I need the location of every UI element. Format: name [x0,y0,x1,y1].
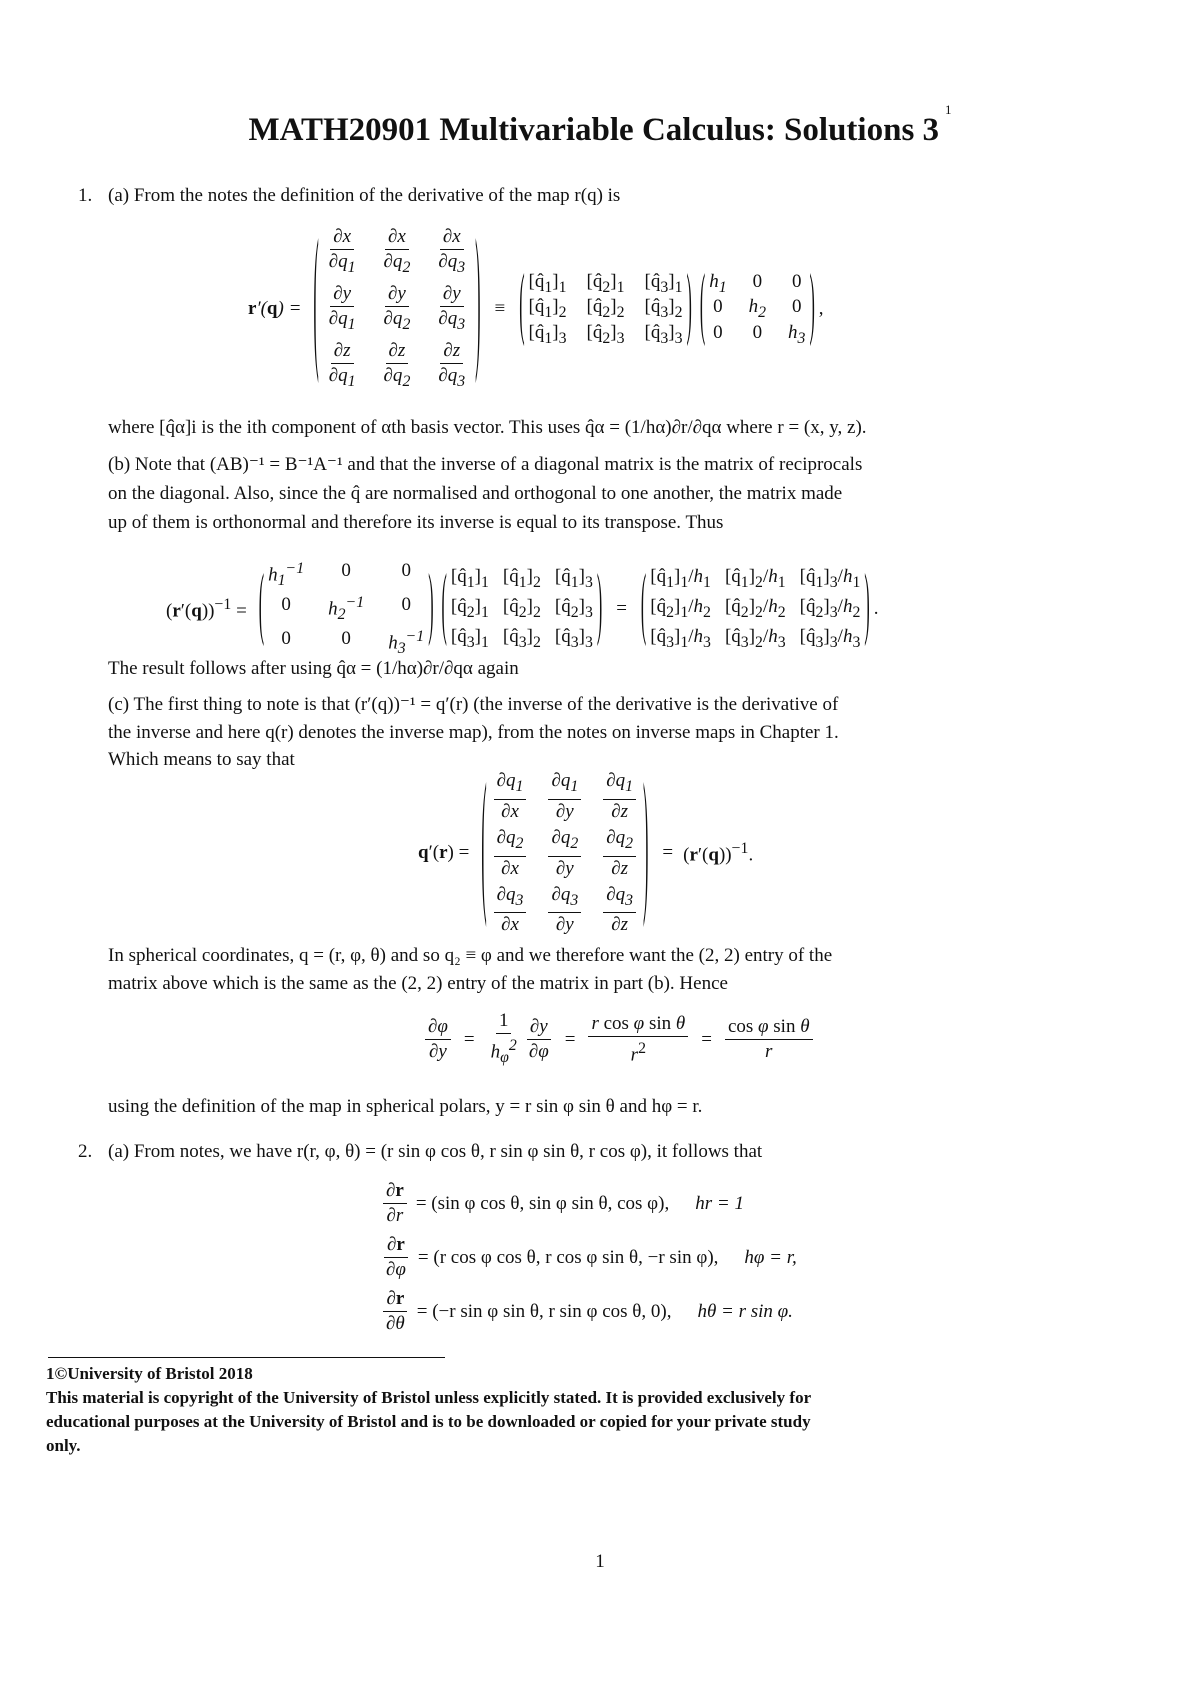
equation-dr-dtheta: $\frac{\partial r}{\partial\theta}$ = (−r sin φ sin θ, r sin φ cos θ, 0), hθ = r sin φ. [380,1288,793,1335]
eq-dr-dtheta-rhs: = (−r sin φ sin θ, r sin φ cos θ, 0), [416,1300,672,1322]
footnote-line-3: educational purposes at the University of Bristol and is to be downloaded or copied for your private study [46,1412,811,1431]
q1-number: 1. [78,185,93,206]
equation-inverse: $(r'(q))^{-1}$ = ( $h_1^{-1}$ 0 0 0 $h_2^{-1}$ 0 0 0 $h_3^{-1}$ ) ( $[q̂_1]_1$ $[q̂_1]_2$ $[q̂_1]_3$ $[q̂_2]_1$ $[q̂_2]_2$ $[q̂_2]_3$ $[q̂_3]_1$ $[q̂_3]_2$ $[q̂_3]_3$ ) = ( $[q̂_1]_1/h_1$ $[q̂_1]_2/h_1$ $[q̂_1]_3/h_1$ $[q̂_2]_1/h_2$ $[q̂_2]_2/h_2$ $[q̂_2]_3/h_2$ $[q̂_3]_1/h_3$ $[q̂_3]_2/h_3$ $[q̂_3]_3/h_3$ ) . [166,560,879,658]
equation-dr-dr: $\frac{\partial r}{\partial r}$ = (sin φ cos θ, sin φ sin θ, cos φ), hr = 1 [380,1180,744,1227]
footnote-line-1: 1©University of Bristol 2018 [46,1364,253,1383]
page-title [0,102,1200,149]
q1-b-text-3: up of them is orthonormal and therefore its inverse is equal to its transpose. Thus [108,512,724,533]
q2-number: 2. [78,1141,93,1162]
equation-jacobian-r: r′(q) = ( $\frac{\partial x}{\partial q_1}$ $\frac{\partial x}{\partial q_2}$ $\frac{\partial x}{\partial q_3}$ $\frac{\partial y}{\partial q_1}$ $\frac{\partial y}{\partial q_2}$ $\frac{\partial y}{\partial q_3}$ $\frac{\partial z}{\partial q_1}$ $\frac{\partial z}{\partial q_2}$ $\frac{\partial z}{\partial q_3}$ ) ≡ ( $[q̂_1]_1$ $[q̂_2]_1$ $[q̂_3]_1$ $[q̂_1]_2$ $[q̂_2]_2$ $[q̂_3]_2$ $[q̂_1]_3$ $[q̂_2]_3$ $[q̂_3]_3$ ) ( $h_1$ 0 0 0 $h_2$ 0 0 0 $h_3$ ) , [248,219,824,390]
title-footnote-mark: 1 [945,102,952,117]
h-theta-value: hθ = r sin φ. [697,1300,793,1322]
footnote-line-4: only. [46,1436,81,1455]
q2-a-text: (a) From notes, we have r(r, φ, θ) = (r sin φ cos θ, r sin φ sin θ, r cos φ), it follows that [108,1141,763,1162]
page-number: 1 [595,1551,605,1572]
title-text: MATH20901 Multivariable Calculus: Solutions 3 [248,112,940,148]
h-phi-value: hφ = r, [744,1246,797,1268]
q1-c-text-1: (c) The first thing to note is that (r′(q))⁻¹ = q′(r) (the inverse of the derivative is the derivative of [108,694,839,715]
q1-c-text-2: the inverse and here q(r) denotes the inverse map), from the notes on inverse maps in Chapter 1. [108,722,839,743]
equation-jacobian-q: q′(r) = ( $\frac{\partial q_1}{\partial x}$ $\frac{\partial q_1}{\partial y}$ $\frac{\partial q_1}{\partial z}$ $\frac{\partial q_2}{\partial x}$ $\frac{\partial q_2}{\partial y}$ $\frac{\partial q_2}{\partial z}$ $\frac{\partial q_3}{\partial x}$ $\frac{\partial q_3}{\partial y}$ $\frac{\partial q_3}{\partial z}$ ) = $(r'(q))^{-1}$. [418,763,754,936]
eq-dr-dphi-rhs: = (r cos φ cos θ, r cos φ sin θ, −r sin φ), [417,1246,719,1268]
q1-c-text-3: Which means to say that [108,749,295,770]
q1-b-text-1: (b) Note that (AB)⁻¹ = B⁻¹A⁻¹ and that the inverse of a diagonal matrix is the matrix of reciprocals [108,454,863,475]
equation-dr-dphi: $\frac{\partial r}{\partial\varphi}$ = (r cos φ cos θ, r cos φ sin θ, −r sin φ), hφ = r, [386,1234,797,1280]
q1-a-text: (a) From the notes the definition of the derivative of the map r(q) is [108,185,621,206]
equation-dphi-dy: $\frac{\partial\varphi}{\partial y}$ = $\frac{1}{h_\varphi^2}$ $\frac{\partial y}{\partial\varphi}$ = $\frac{\text{r cos φ sin θ}}{r^2}$ = $\frac{\text{cos φ sin θ}}{r}$ [422,1010,816,1069]
q2-a-intro [78,1137,1114,1167]
q1-using-text: using the definition of the map in spherical polars, y = r sin φ sin θ and hφ = r. [108,1096,703,1117]
footnote-line-2: This material is copyright of the University of Bristol unless explicitly stated. It is provided exclusively for [46,1388,812,1407]
q1-result-text: The result follows after using q̂α = (1/hα)∂r/∂qα again [108,658,519,679]
q1-spherical-text-1: In spherical coordinates, q = (r, φ, θ) and so q₂ ≡ φ and we therefore want the (2, 2) entry of the [108,945,833,966]
q1-spherical-text-2: matrix above which is the same as the (2, 2) entry of the matrix in part (b). Hence [108,973,728,994]
eq-dr-dr-rhs: = (sin φ cos θ, sin φ sin θ, cos φ), [415,1192,670,1214]
q1-a-intro [78,181,1114,211]
h-r-value: hr = 1 [695,1192,744,1214]
q1-a-where: where [q̂α]i is the ith component of αth basis vector. This uses q̂α = (1/hα)∂r/∂qα where r = (x, y, z). [108,417,867,438]
footnote-rule [48,1357,445,1358]
q1-b-text-2: on the diagonal. Also, since the q̂ are normalised and orthogonal to one another, the matrix made [108,483,843,504]
